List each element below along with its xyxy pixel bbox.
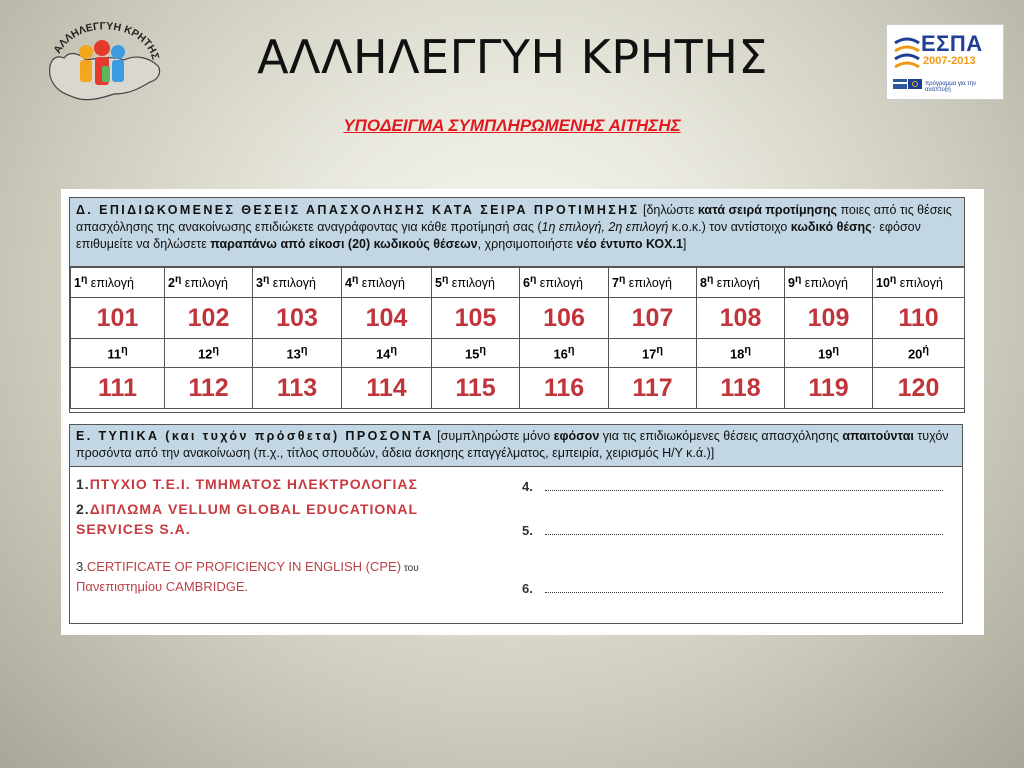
- position-code-cell: 117: [609, 368, 697, 409]
- section-d: [69, 197, 965, 413]
- position-code-cell: 115: [432, 368, 520, 409]
- position-code-cell: 120: [873, 368, 965, 409]
- logo-arc-text: ΑΛΛΗΛΕΓΓΥΗ ΚΡΗΤΗΣ: [51, 20, 162, 62]
- ordinal-cell: $19^\eta$: [785, 339, 873, 368]
- codes-table: [70, 267, 965, 409]
- position-code-cell: 107: [609, 298, 697, 339]
- qualification-3: 3.CERTIFICATE OF PROFICIENCY IN ENGLISH (CPE) του: [76, 559, 419, 574]
- choice-cell: $3^\eta$ επιλογή: [253, 268, 342, 298]
- qualification-1: 1.ΠΤΥΧΙΟ Τ.Ε.Ι. ΤΜΗΜΑΤΟΣ ΗΛΕΚΤΡΟΛΟΓΙΑΣ: [76, 476, 418, 492]
- ordinal-cell: $20^ή$: [873, 339, 965, 368]
- ordinal-cell: $18^\eta$: [697, 339, 785, 368]
- qualification-2-cont: SERVICES S.A.: [76, 521, 191, 537]
- section-e: [69, 424, 963, 624]
- choice-cell: $2^\eta$ επιλογή: [165, 268, 253, 298]
- page-subtitle: ΥΠΟΔΕΙΓΜΑ ΣΥΜΠΛΗΡΩΜΕΝΗΣ ΑΙΤΗΣΗΣ: [343, 116, 681, 135]
- espa-years: 2007-2013: [923, 55, 976, 67]
- code-row-1: [71, 298, 965, 339]
- choice-cell: $4^\eta$ επιλογή: [342, 268, 432, 298]
- ordinal-cell: $14^\eta$: [342, 339, 432, 368]
- page-title: ΑΛΛΗΛΕΓΓΥΗ ΚΡΗΤΗΣ: [257, 30, 768, 84]
- espa-logo: [886, 24, 1004, 100]
- ordinal-cell: $17^\eta$: [609, 339, 697, 368]
- allileggyi-logo: [40, 14, 166, 106]
- ordinal-cell: $13^\eta$: [253, 339, 342, 368]
- section-e-header: Ε. ΤΥΠΙΚΑ (και τυχόν πρόσθετα) ΠΡΟΣΟΝΤΑ [συμπληρώστε μόνο εφόσον για τις επιδιωκόμενες θέσεις απασχόλησης απαιτούνται τυχόν προσόντα από την ανακοίνωση (π.χ., τίτλος σπουδών, άδεια άσκησης επαγγέλματος, εμπειρία, χειρισμός Η/Υ κ.ά.)]: [70, 425, 962, 467]
- espa-text: ΕΣΠΑ: [921, 31, 983, 56]
- choice-cell: $7^\eta$ επιλογή: [609, 268, 697, 298]
- choice-cell: $8^\eta$ επιλογή: [697, 268, 785, 298]
- position-code-cell: 119: [785, 368, 873, 409]
- position-code-cell: 109: [785, 298, 873, 339]
- qualification-4-line: 4.: [522, 479, 943, 494]
- choice-cell: $1^\eta$ επιλογή: [71, 268, 165, 298]
- position-code-cell: 111: [71, 368, 165, 409]
- ordinal-cell: $16^\eta$: [520, 339, 609, 368]
- position-code-cell: 106: [520, 298, 609, 339]
- position-code-cell: 112: [165, 368, 253, 409]
- qualification-3-cont: Πανεπιστημίου CAMBRIDGE.: [76, 579, 249, 594]
- choice-cell: $10^\eta$ επιλογή: [873, 268, 965, 298]
- position-code-cell: 113: [253, 368, 342, 409]
- espa-waves-icon: [893, 33, 921, 73]
- ordinal-cell: $11^\eta$: [71, 339, 165, 368]
- ordinal-cell: $15^\eta$: [432, 339, 520, 368]
- section-d-label: Δ. ΕΠΙΔΙΩΚΟΜΕΝΕΣ ΘΕΣΕΙΣ ΑΠΑΣΧΟΛΗΣΗΣ ΚΑΤΑ ΣΕΙΡΑ ΠΡΟΤΙΜΗΣΗΣ: [76, 203, 640, 217]
- position-code-cell: 110: [873, 298, 965, 339]
- position-code-cell: 101: [71, 298, 165, 339]
- position-code-cell: 116: [520, 368, 609, 409]
- choice-cell: $9^\eta$ επιλογή: [785, 268, 873, 298]
- form-image: [61, 189, 984, 635]
- ordinal-cell: $12^\eta$: [165, 339, 253, 368]
- qualification-2: 2.ΔΙΠΛΩΜΑ VELLUM GLOBAL EDUCATIONAL: [76, 501, 418, 517]
- position-code-cell: 103: [253, 298, 342, 339]
- position-code-cell: 108: [697, 298, 785, 339]
- qualification-5-line: 5.: [522, 523, 943, 538]
- section-d-header: Δ. ΕΠΙΔΙΩΚΟΜΕΝΕΣ ΘΕΣΕΙΣ ΑΠΑΣΧΟΛΗΣΗΣ ΚΑΤΑ ΣΕΙΡΑ ΠΡΟΤΙΜΗΣΗΣ [δηλώστε κατά σειρά προτίμησης ποιες από τις θέσεις απασχόλησης της ανακοίνωσης επιδιώκετε αναγράφοντας για κάθε προτίμησή σας (1η επιλογή, 2η επιλογή κ.ο.κ.) τον αντίστοιχο κωδικό θέσης· εφόσον επιθυμείτε να δηλώσετε παραπάνω από είκοσι (20) κωδικούς θέσεων, χρησιμοποιήστε νέο έντυπο ΚΟΧ.1]: [70, 197, 964, 267]
- position-code-cell: 102: [165, 298, 253, 339]
- choice-cell: $6^\eta$ επιλογή: [520, 268, 609, 298]
- position-code-cell: 105: [432, 298, 520, 339]
- section-e-label: Ε. ΤΥΠΙΚΑ (και τυχόν πρόσθετα) ΠΡΟΣΟΝΤΑ: [76, 429, 434, 443]
- qualification-6-line: 6.: [522, 581, 943, 596]
- position-code-cell: 114: [342, 368, 432, 409]
- choice-row: [71, 268, 965, 298]
- position-code-cell: 118: [697, 368, 785, 409]
- ordinal-row: [71, 339, 965, 368]
- code-row-2: [71, 368, 965, 409]
- choice-cell: $5^\eta$ επιλογή: [432, 268, 520, 298]
- position-code-cell: 104: [342, 298, 432, 339]
- espa-caption: πρόγραμμα για την ανάπτυξη: [925, 81, 976, 93]
